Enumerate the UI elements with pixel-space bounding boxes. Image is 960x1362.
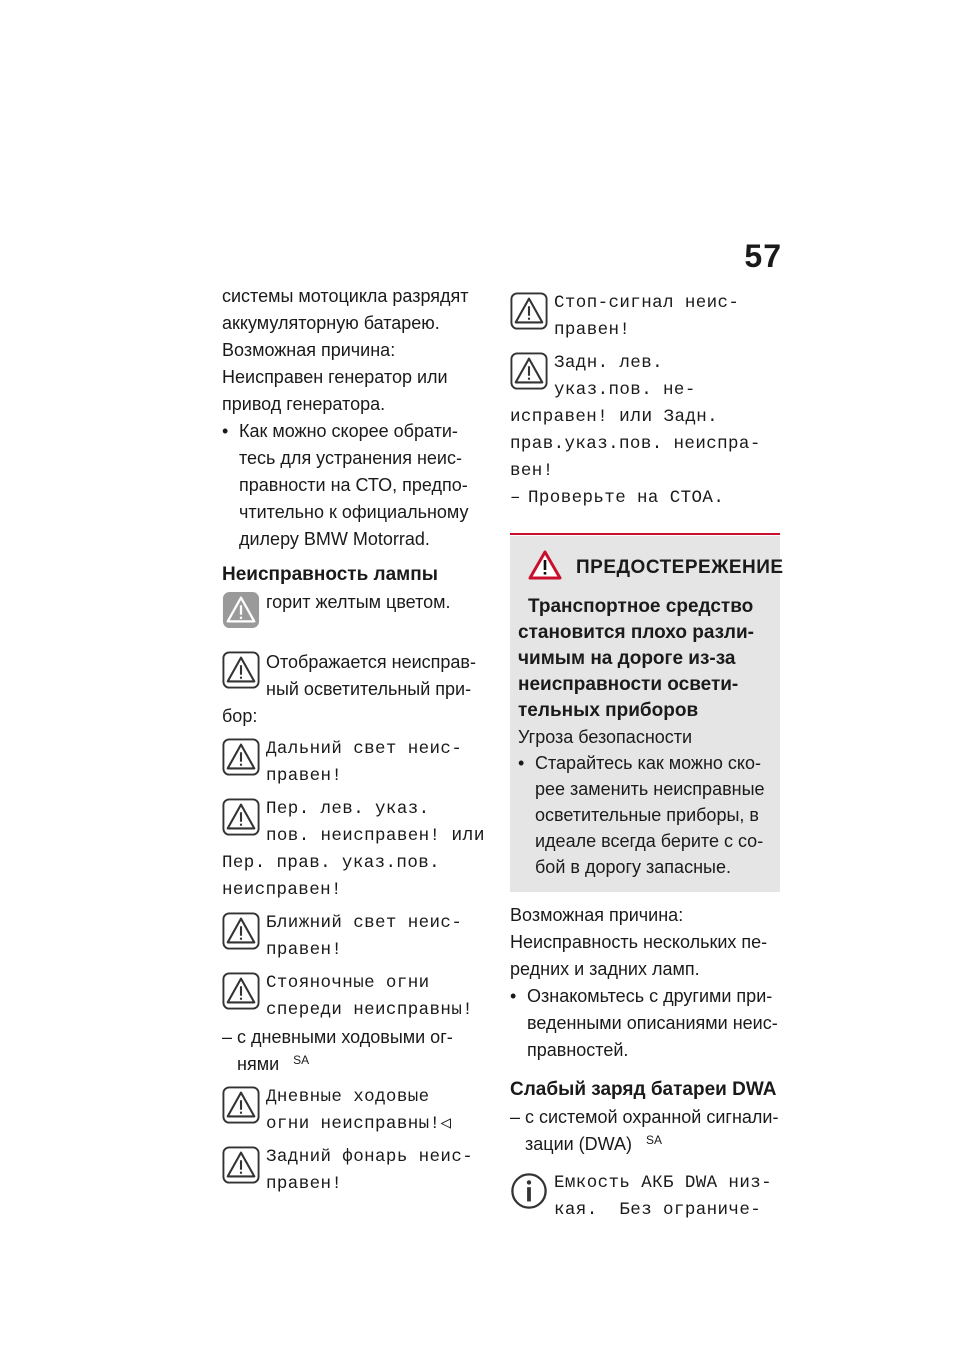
- message-line: Ближний свет неис-: [266, 913, 463, 933]
- warning-title: [518, 550, 784, 586]
- message-line: правен!: [266, 1174, 343, 1194]
- message-fragment: огни неисправны!: [266, 1114, 441, 1134]
- message-line: [510, 404, 780, 431]
- message-line: прав.указ.пов. неиспра-: [510, 434, 761, 454]
- bullet-line: осветительные приборы, в: [535, 805, 759, 825]
- message-line: указ.пов. не-: [554, 380, 696, 400]
- warning-triangle-icon: [222, 738, 260, 776]
- bullet-line: идеале всегда берите с со-: [535, 831, 764, 851]
- bullet-line: рее заменить неисправные: [535, 779, 765, 799]
- bullet-mark: •: [510, 986, 517, 1006]
- message-line: Задн. лев.: [554, 353, 664, 373]
- display-text: [222, 649, 492, 730]
- cause-line: Неисправен генератор или: [222, 367, 448, 387]
- message-fragment: пов. неисправен!: [266, 826, 441, 846]
- intro-line: системы мотоцикла разрядят: [222, 286, 469, 306]
- message-parking: [222, 970, 492, 1024]
- yellow-indicator-row: [222, 589, 492, 643]
- warning-box: [510, 536, 784, 892]
- check-instruction: [510, 485, 780, 512]
- cause-text: [510, 929, 780, 983]
- bullet-line: Ознакомьтесь с другими при-: [527, 986, 773, 1006]
- message-text: [222, 736, 492, 790]
- cause-text: [222, 364, 492, 418]
- message-rear-light: [222, 1144, 492, 1198]
- warning-title-text: ПРЕДОСТЕРЕЖЕНИЕ: [576, 557, 784, 578]
- or-word: или: [619, 407, 653, 427]
- message-line: Пер. лев. указ.: [266, 799, 430, 819]
- message-fragment: исправен!: [510, 407, 609, 427]
- dash-fragment: зации (DWA): [525, 1134, 632, 1154]
- warning-heading-line: неисправности освети-: [518, 674, 739, 695]
- warning-triangle-icon: [222, 798, 260, 836]
- message-dwa: [510, 1170, 780, 1224]
- dash-fragment: нями: [237, 1054, 280, 1074]
- display-line: Отображается неисправ-: [266, 652, 476, 672]
- message-drl: [222, 1084, 492, 1138]
- message-line: Стоп-сигнал неис-: [554, 293, 740, 313]
- bullet-line: бой в дорогу запасные.: [535, 857, 731, 877]
- end-mark: ◁: [440, 1114, 452, 1134]
- dash-mark: –: [510, 1107, 521, 1127]
- yellow-text: горит желтым цветом.: [266, 592, 451, 612]
- bullet-line: тесь для устранения неис-: [239, 448, 462, 468]
- message-fragment: Задн.: [663, 407, 719, 427]
- dash-line: [525, 1131, 780, 1158]
- bullet-line: правности на СТО, предпо-: [239, 475, 468, 495]
- message-text: [510, 1170, 780, 1224]
- bullet-line: правностей.: [527, 1040, 629, 1060]
- message-rear-turn: [510, 350, 780, 485]
- message-line: [222, 1111, 492, 1138]
- warning-heading-line: Транспортное средство: [528, 596, 754, 617]
- warning-heading: [518, 594, 770, 724]
- display-line: бор:: [222, 706, 258, 726]
- left-column: [222, 283, 492, 1198]
- message-text: [222, 1084, 492, 1138]
- warning-triangle-icon: [222, 972, 260, 1010]
- message-high-beam: [222, 736, 492, 790]
- dash-line: с системой охранной сигнали-: [525, 1107, 779, 1127]
- message-line: вен!: [510, 461, 554, 481]
- warning-triangle-icon: [222, 1086, 260, 1124]
- message-text: [510, 290, 780, 344]
- dwa-condition: [510, 1104, 780, 1158]
- dash-line: [237, 1051, 492, 1078]
- message-text: [222, 970, 492, 1024]
- display-row: [222, 649, 492, 730]
- bullet-mark: •: [222, 421, 229, 441]
- bullet-mark: •: [518, 753, 525, 773]
- message-low-beam: [222, 910, 492, 964]
- warning-triangle-filled-icon: [222, 591, 260, 629]
- right-column: [510, 290, 784, 1224]
- bullet-line: дилеру BMW Motorrad.: [239, 529, 430, 549]
- bullet-line: Старайтесь как можно ско-: [535, 753, 761, 773]
- message-line: неисправен!: [222, 880, 342, 900]
- dash-mark: –: [510, 488, 521, 508]
- display-line: ный осветительный при-: [266, 679, 472, 699]
- danger-text: Угроза безопасности: [518, 727, 693, 747]
- warning-triangle-icon: [222, 912, 260, 950]
- cause-label: Возможная причина:: [510, 905, 684, 925]
- warning-heading-line: чимым на дороге из-за: [518, 648, 736, 669]
- message-line: правен!: [266, 940, 343, 960]
- page-number: 57: [744, 238, 782, 274]
- message-text: [222, 1144, 492, 1198]
- message-line: Емкость АКБ DWA низ-: [554, 1173, 773, 1193]
- bullet-line: чтительно к официальному: [239, 502, 469, 522]
- message-line: [222, 823, 492, 850]
- message-brake-light: [510, 290, 780, 344]
- message-line: Дальний свет неис-: [266, 739, 463, 759]
- bullet-item: [222, 418, 492, 553]
- message-line: Задний фонарь неис-: [266, 1147, 474, 1167]
- bullet-line: веденными описаниями неис-: [527, 1013, 778, 1033]
- dash-mark: –: [222, 1027, 233, 1047]
- warning-red-icon: [528, 550, 576, 586]
- sa-mark: SA: [646, 1133, 663, 1147]
- warning-triangle-icon: [222, 1146, 260, 1184]
- intro-line: аккумуляторную батарею.: [222, 313, 440, 333]
- message-line: Дневные ходовые: [266, 1087, 430, 1107]
- sa-mark: SA: [293, 1053, 310, 1067]
- intro-text: [222, 283, 492, 337]
- message-line: кая. Без ограниче-: [554, 1200, 762, 1220]
- check-text: Проверьте на СТОА.: [528, 488, 725, 508]
- message-line: правен!: [554, 320, 631, 340]
- or-word: или: [451, 826, 485, 846]
- message-line: Пер. прав. указ.пов.: [222, 853, 441, 873]
- cause-line: привод генератора.: [222, 394, 386, 414]
- warning-heading-line: тельных приборов: [518, 700, 699, 721]
- warning-heading-line: становится плохо разли-: [518, 622, 754, 643]
- message-text: [222, 796, 492, 904]
- message-text: [510, 350, 780, 485]
- warning-triangle-icon: [510, 352, 548, 390]
- message-text: [222, 910, 492, 964]
- cause-label: Возможная причина:: [222, 340, 396, 360]
- message-line: Стояночные огни: [266, 973, 430, 993]
- message-line: спереди неисправны!: [266, 1000, 474, 1020]
- warning-bullet: [518, 750, 770, 880]
- message-turn-front: [222, 796, 492, 904]
- warning-triangle-icon: [510, 292, 548, 330]
- bullet-line: Как можно скорее обрати-: [239, 421, 458, 441]
- cause-line: редних и задних ламп.: [510, 959, 700, 979]
- cause-line: Неисправность нескольких пе-: [510, 932, 768, 952]
- bullet-item: [510, 983, 780, 1064]
- info-icon: [510, 1172, 548, 1215]
- section-heading: Слабый заряд батареи DWA: [510, 1079, 777, 1100]
- warning-triangle-icon: [222, 651, 260, 689]
- section-heading: Неисправность лампы: [222, 564, 438, 585]
- drl-condition: [222, 1024, 492, 1078]
- message-line: правен!: [266, 766, 343, 786]
- dash-line: с дневными ходовыми ог-: [237, 1027, 453, 1047]
